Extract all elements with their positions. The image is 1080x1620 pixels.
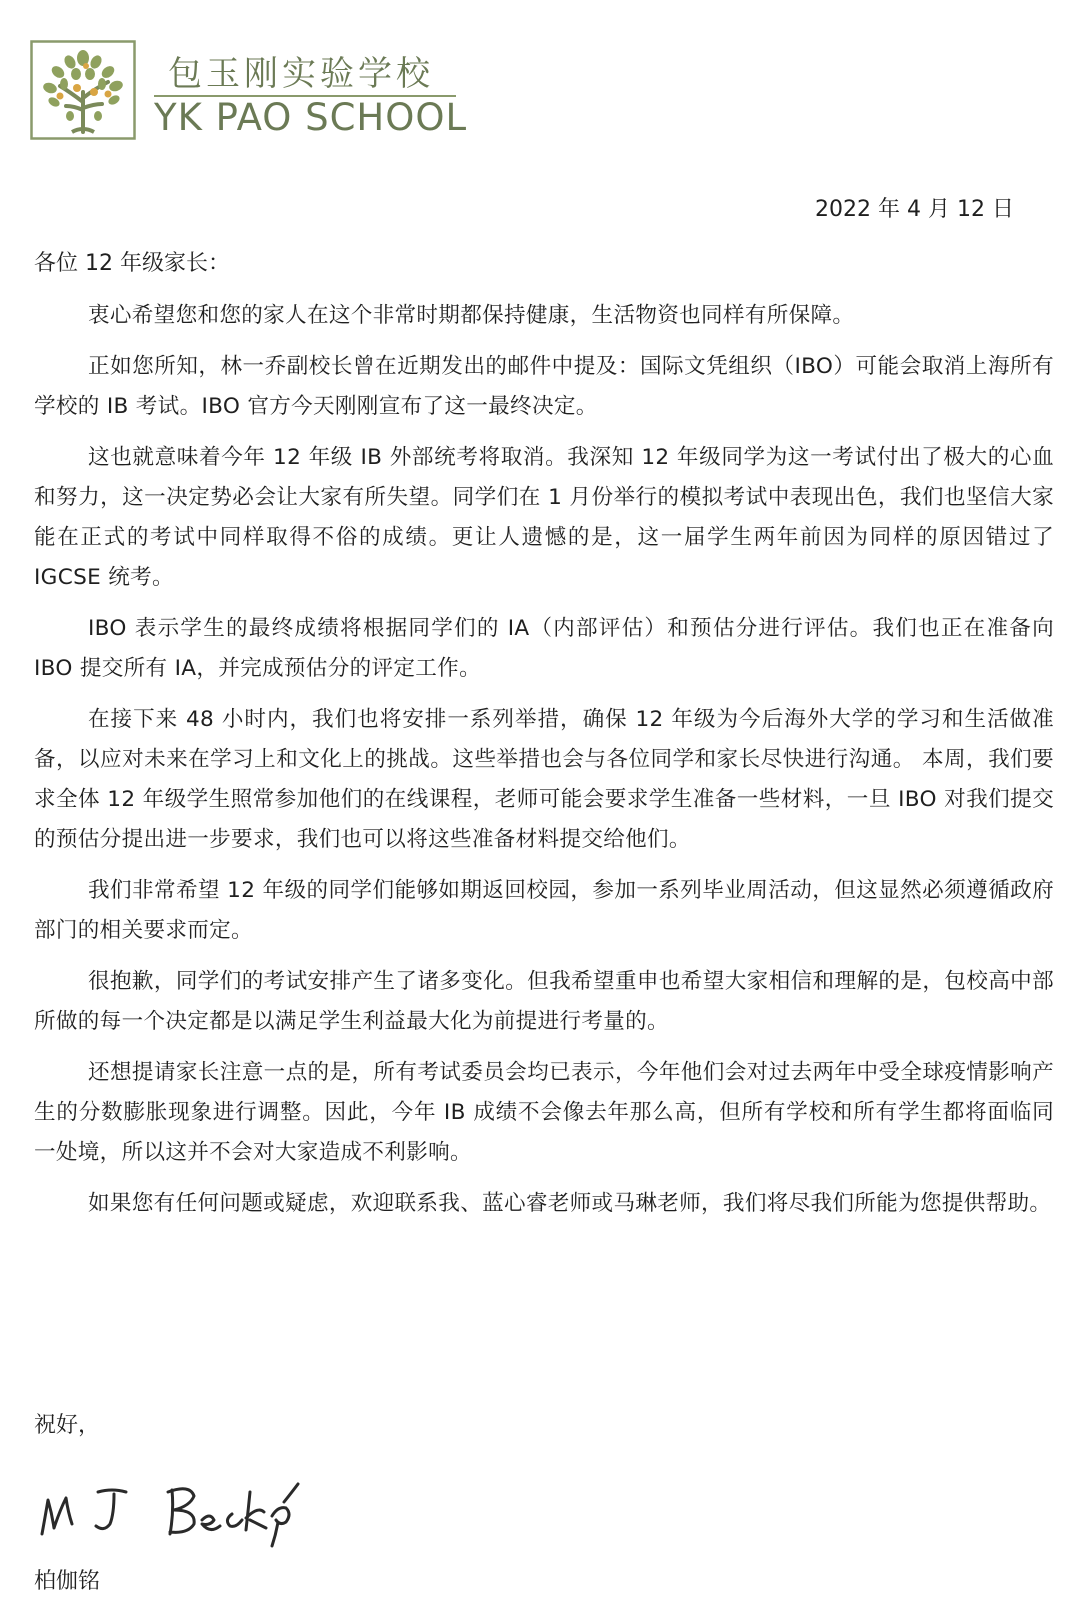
paragraph: 衷心希望您和您的家人在这个非常时期都保持健康，生活物资也同样有所保障。 xyxy=(88,303,855,328)
school-name-chinese: 包玉刚实验学校 xyxy=(168,54,434,94)
paragraph: 正如您所知，林一乔副校长曾在近期发出的邮件中提及：国际文凭组织（IBO）可能会取消上海所有学校的 IB 考试。IBO 官方今天刚刚宣布了这一最终决定。 xyxy=(34,354,1054,419)
closing: 祝好， xyxy=(34,1413,101,1438)
paragraph: 还想提请家长注意一点的是，所有考试委员会均已表示，今年他们会对过去两年中受全球疫情影响产生的分数膨胀现象进行调整。因此，今年 IB 成绩不会像去年那么高，但所有学校和所有学生都将面临同一处境，所以这并不会对大家造成不利影响。 xyxy=(34,1060,1054,1165)
signer-name: 柏伽铭 xyxy=(34,1569,101,1594)
paragraph: 在接下来 48 小时内，我们也将安排一系列举措，确保 12 年级为今后海外大学的学习和生活做准备，以应对未来在学习上和文化上的挑战。这些举措也会与各位同学和家长尽快进行沟通。 本周，我们要求全体 12 年级学生照常参加他们的在线课程，老师可能会要求学生准备一些材料，一旦 IBO 对我们提交的预估分提出进一步要求，我们也可以将这些准备材料提交给他们。 xyxy=(34,707,1054,852)
letterhead xyxy=(30,38,468,148)
handwritten-signature xyxy=(34,1462,304,1552)
paragraph: 这也就意味着今年 12 年级 IB 外部统考将取消。我深知 12 年级同学为这一考试付出了极大的心血和努力，这一决定势必会让大家有所失望。同学们在 1 月份举行的模拟考试中表现出色，我们也坚信大家能在正式的考试中同样取得不俗的成绩。更让人遗憾的是，这一届学生两年前因为同样的原因错过了 IGCSE 统考。 xyxy=(34,445,1054,590)
letter-date: 2022 年 4 月 12 日 xyxy=(815,197,1014,222)
school-name-english: YK PAO SCHOOL xyxy=(154,96,468,139)
salutation: 各位 12 年级家长： xyxy=(34,251,230,276)
letter-body xyxy=(34,296,1054,1235)
paragraph: IBO 表示学生的最终成绩将根据同学们的 IA（内部评估）和预估分进行评估。我们也正在准备向 IBO 提交所有 IA，并完成预估分的评定工作。 xyxy=(34,616,1054,681)
paragraph: 如果您有任何问题或疑虑，欢迎联系我、蓝心睿老师或马琳老师，我们将尽我们所能为您提供帮助。 xyxy=(88,1191,1052,1216)
paragraph: 很抱歉，同学们的考试安排产生了诸多变化。但我希望重申也希望大家相信和理解的是，包校高中部所做的每一个决定都是以满足学生利益最大化为前提进行考量的。 xyxy=(34,969,1054,1034)
tree-logo-icon xyxy=(30,40,136,140)
paragraph: 我们非常希望 12 年级的同学们能够如期返回校园，参加一系列毕业周活动，但这显然必须遵循政府部门的相关要求而定。 xyxy=(34,878,1054,943)
